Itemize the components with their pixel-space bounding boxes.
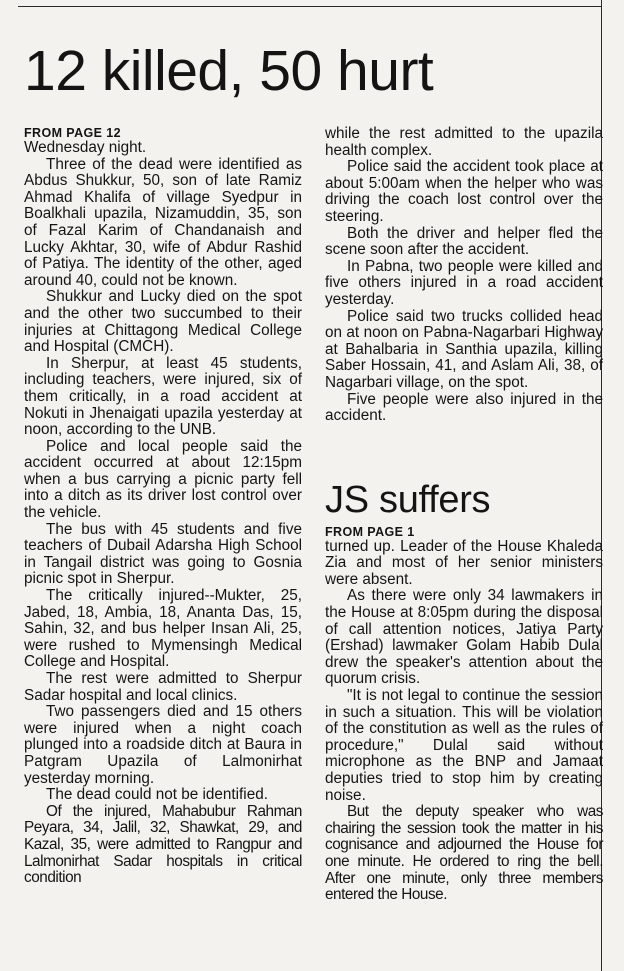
top-rule (18, 6, 602, 7)
article-paragraph: Both the driver and helper fled the scene soon after the accident. (325, 224, 603, 259)
article-headline-secondary: JS suffers (325, 478, 491, 521)
article-paragraph: As there were only 34 lawmakers in the House at 8:05pm during the disposal of call attention notices, Jatiya Party (Ershad) lawmaker Golam Habib Dulal drew the speaker's attention about the quorum crisis. (325, 587, 603, 688)
article-paragraph: Wednesday night. (24, 139, 147, 156)
article-paragraph: Shukkur and Lucky died on the spot and the other two succumbed to their injuries at Chittagong Medical College and Hospital (CMCH). (24, 288, 302, 356)
article-paragraph: But the deputy speaker who was chairing the session took the matter in his cognisance and adjourned the House for one minute. He ordered to ring the bell. After one minute, only three members entered the House. (325, 803, 603, 904)
article-paragraph: Two passengers died and 15 others were injured when a night coach plunged into a roadside ditch at Baura in Patgram Upazila of Lalmonirhat yesterday morning. (24, 703, 302, 787)
article-paragraph: turned up. Leader of the House Khaleda Zia and most of her senior ministers were absent. (325, 537, 603, 588)
continuation-kicker: FROM PAGE 12 (24, 126, 121, 140)
article-paragraph: The critically injured--Mukter, 25, Jabed, 18, Ambia, 18, Ananta Das, 15, Sahin, 32, and bus helper Insan Ali, 25, were rushed to Mymensingh Medical College and Hospital. (24, 587, 302, 671)
article-paragraph: The bus with 45 students and five teachers of Dubail Adarsha High School in Tangail district was going to Gosnia picnic spot in Sherpur. (24, 520, 302, 588)
article-paragraph: Police said two trucks collided head on at noon on Pabna-Nagarbari Highway at Bahalbaria in Santhia upazila, killing Saber Hossain, 41, and Aslam Ali, 38, of Nagarbari village, on the spot. (325, 307, 603, 391)
left-column (24, 126, 302, 887)
right-column (325, 126, 603, 904)
article-paragraph: while the rest admitted to the upazila health complex. (325, 125, 603, 159)
article-paragraph: Five people were also injured in the accident. (325, 390, 603, 425)
continuation-kicker: FROM PAGE 1 (325, 524, 415, 539)
article-paragraph: Of the injured, Mahabubur Rahman Peyara, 34, Jalil, 32, Shawkat, 29, and Kazal, 35, were admitted to Rangpur and Lalmonirhat Sadar hospitals in critical condition (24, 802, 302, 887)
article-paragraph: In Pabna, two people were killed and five others injured in a road accident yesterday. (325, 257, 603, 308)
article-paragraph: "It is not legal to continue the session in such a situation. This will be violation of the constitution as well as the rules of procedure," Dulal said without microphone as the BNP and Jamaat deputies tried to stop him by creating noise. (325, 687, 603, 804)
article-paragraph: The rest were admitted to Sherpur Sadar hospital and local clinics. (24, 670, 302, 704)
article-paragraph: Police and local people said the accident occurred at about 12:15pm when a bus carrying a picnic party fell into a ditch as its driver lost control over the vehicle. (24, 437, 302, 522)
article-paragraph: In Sherpur, at least 45 students, including teachers, were injured, six of them critically, in a road accident at Nokuti in Jhenaigati upazila yesterday at noon, according to the UNB. (24, 354, 302, 439)
article-headline: 12 killed, 50 hurt (24, 39, 434, 103)
article-paragraph: Police said the accident took place at about 5:00am when the helper who was driving the coach lost control over the steering. (325, 158, 603, 225)
article-paragraph: Three of the dead were identified as Abdus Shukkur, 50, son of late Ramiz Ahmad Khalifa of village Syedpur in Boalkhali upazila, Nizamuddin, 35, son of Fazal Karim of Chandanaish and Lucky Akhtar, 30, wife of Abdur Rashid of Patiya. The identity of the other, aged around 40, could not be known. (24, 155, 302, 289)
article-paragraph: The dead could not be identified. (46, 786, 268, 804)
